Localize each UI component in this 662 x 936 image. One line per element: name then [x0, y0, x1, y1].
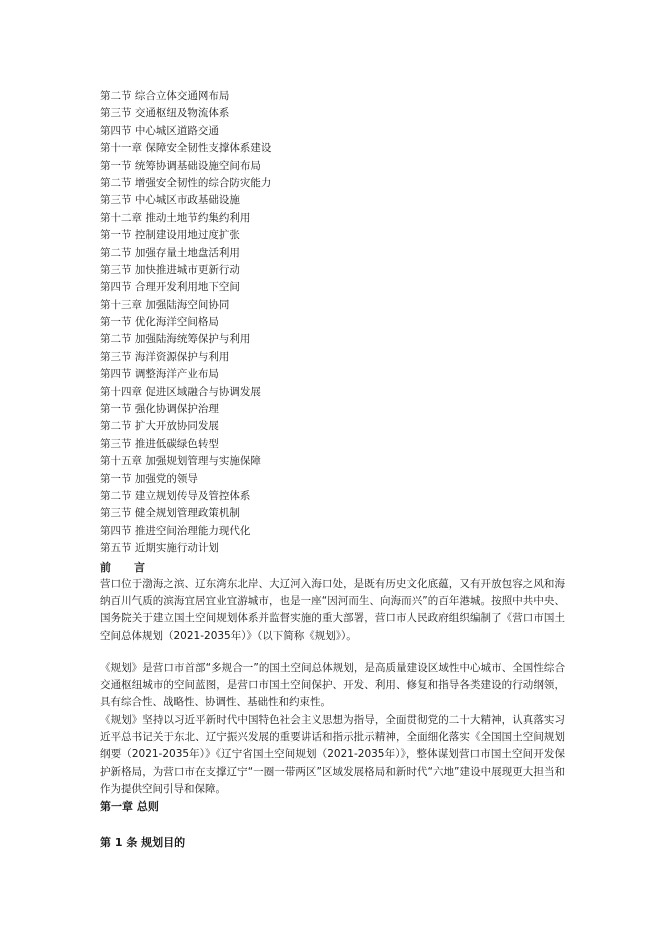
toc-item: 第四节 调整海洋产业布局	[100, 368, 219, 381]
toc-item: 第四节 合理开发利用地下空间	[100, 281, 240, 294]
toc-item: 第一节 强化协调保护治理	[100, 403, 219, 416]
toc-item: 第十四章 促进区域融合与协调发展	[100, 385, 261, 398]
preface-paragraph: 《规划》坚持以习近平新时代中国特色社会主义思想为指导，全面贯彻党的二十大精神，认真落实习近平总书记关于东北、辽宁振兴发展的重要讲话和指示批示精神，全面细化落实《全国国土空间规划纲要（2021-2035年）》《辽宁省国土空间规划（2021-2035年）》，整体谋划营口市国土空间开发保护新格局，为营口市在支撑辽宁“一圈一带两区”区域发展格局和新时代“六地”建设中展现更大担当和作为提供空间引导和保障。	[100, 714, 565, 795]
toc-item: 第一节 加强党的领导	[100, 472, 198, 485]
chapter-title: 第一章 总则	[100, 800, 159, 813]
toc-item: 第二节 建立规划传导及管控体系	[100, 489, 251, 502]
toc-item: 第三节 加快推进城市更新行动	[100, 263, 240, 276]
table-of-contents	[100, 88, 570, 558]
toc-item: 第十三章 加强陆海空间协同	[100, 298, 230, 311]
toc-item: 第四节 推进空间治理能力现代化	[100, 524, 251, 537]
preface-heading: 前 言	[100, 561, 151, 574]
toc-item: 第二节 加强陆海统筹保护与利用	[100, 333, 251, 346]
toc-item: 第五节 近期实施行动计划	[100, 542, 219, 555]
toc-item: 第三节 健全规划管理政策机制	[100, 507, 240, 520]
toc-item: 第一节 统筹协调基础设施空间布局	[100, 159, 261, 172]
toc-item: 第三节 交通枢纽及物流体系	[100, 107, 230, 120]
toc-item: 第三节 中心城区市政基础设施	[100, 194, 240, 207]
preface-paragraph: 营口位于渤海之滨、辽东湾东北岸、大辽河入海口处，是既有历史文化底蕴，又有开放包容之风和海纳百川气质的滨海宜居宜业宜游城市，也是一座“因河而生、向海而兴”的百年港城。按照中共中央、国务院关于建立国土空间规划体系并监督实施的重大部署，营口市人民政府组织编制了《营口市国土空间总体规划（2021-2035年）》（以下简称《规划》）。	[100, 578, 565, 642]
article-title: 第 1 条 规划目的	[100, 836, 186, 849]
toc-item: 第一节 优化海洋空间格局	[100, 316, 219, 329]
toc-item: 第二节 加强存量土地盘活利用	[100, 246, 240, 259]
toc-item: 第三节 海洋资源保护与利用	[100, 350, 230, 363]
toc-item: 第一节 控制建设用地过度扩张	[100, 229, 240, 242]
toc-item: 第二节 增强安全韧性的综合防灾能力	[100, 176, 272, 189]
preface-paragraph: 《规划》是营口市首部“多规合一”的国土空间总体规划，是高质量建设区域性中心城市、全国性综合交通枢纽城市的空间蓝图，是营口市国土空间保护、开发、利用、修复和指导各类建设的行动纲领，具有综合性、战略性、协调性、基础性和约束性。	[100, 662, 565, 709]
toc-item: 第三节 推进低碳绿色转型	[100, 437, 219, 450]
toc-item: 第十一章 保障安全韧性支撑体系建设	[100, 142, 272, 155]
toc-item: 第四节 中心城区道路交通	[100, 124, 219, 137]
toc-item: 第十二章 推动土地节约集约利用	[100, 211, 251, 224]
toc-item: 第二节 扩大开放协同发展	[100, 420, 219, 433]
toc-item: 第十五章 加强规划管理与实施保障	[100, 455, 261, 468]
toc-item: 第二节 综合立体交通网布局	[100, 90, 230, 102]
